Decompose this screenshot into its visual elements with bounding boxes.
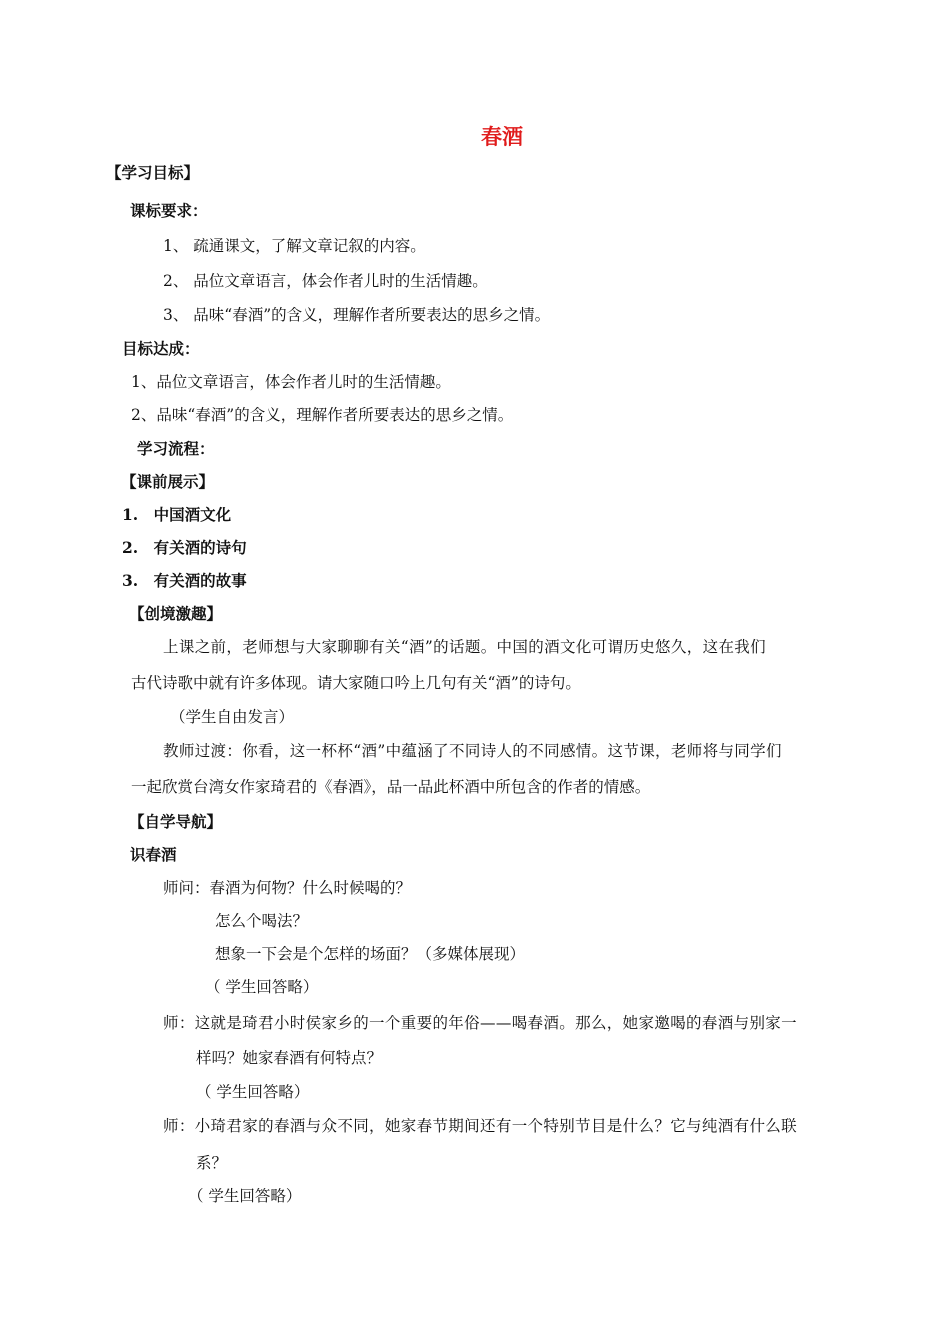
intro-paragraph-line: 一起欣赏台湾女作家琦君的《春酒》，品一品此杯酒中所包含的作者的情感。 xyxy=(131,778,651,796)
self-study-header: 【自学导航】 xyxy=(129,812,223,831)
intro-header: 【创境激趣】 xyxy=(129,604,223,623)
curriculum-item: 1、 疏通课文，了解文章记叙的内容。 xyxy=(163,237,426,255)
question-line: 师：这就是琦君小时侯家乡的一个重要的年俗——喝春酒。那么，她家邀喝的春酒与别家一 xyxy=(163,1014,798,1032)
question-line: 想象一下会是个怎样的场面？（多媒体展现） xyxy=(215,945,526,963)
question-line: 系？ xyxy=(196,1154,228,1172)
intro-paragraph-line: 教师过渡：你看，这一杯杯“酒”中蕴涵了不同诗人的不同感情。这节课，老师将与同学们 xyxy=(163,742,782,760)
achieve-item: 1、品位文章语言，体会作者儿时的生活情趣。 xyxy=(131,373,451,391)
preview-item: 1. 中国酒文化 xyxy=(122,505,232,524)
question-line: 样吗？她家春酒有何特点？ xyxy=(196,1049,383,1067)
achieve-item: 2、品味“春酒”的含义，理解作者所要表达的思乡之情。 xyxy=(131,406,514,424)
student-answer-note: （ 学生回答略） xyxy=(205,978,319,996)
intro-note: （学生自由发言） xyxy=(170,708,295,726)
intro-paragraph-line: 古代诗歌中就有许多体现。请大家随口吟上几句有关“酒”的诗句。 xyxy=(131,674,581,692)
goals-header: 【学习目标】 xyxy=(106,163,200,182)
process-header: 学习流程： xyxy=(137,439,215,458)
curriculum-item: 3、 品味“春酒”的含义，理解作者所要表达的思乡之情。 xyxy=(163,306,551,324)
know-header: 识春酒 xyxy=(130,845,177,864)
question-line: 师：小琦君家的春酒与众不同，她家春节期间还有一个特别节目是什么？它与纯酒有什么联 xyxy=(163,1117,798,1135)
question-line: 怎么个喝法？ xyxy=(215,912,309,930)
question-line: 师问：春酒为何物？什么时候喝的？ xyxy=(163,879,412,897)
curriculum-header: 课标要求： xyxy=(130,201,208,220)
intro-paragraph-line: 上课之前，老师想与大家聊聊有关“酒”的话题。中国的酒文化可谓历史悠久，这在我们 xyxy=(163,638,767,656)
preview-header: 【课前展示】 xyxy=(121,472,215,491)
student-answer-note: （ 学生回答略） xyxy=(188,1187,302,1205)
preview-item: 3. 有关酒的故事 xyxy=(122,571,247,590)
curriculum-item: 2、 品位文章语言，体会作者儿时的生活情趣。 xyxy=(163,272,488,290)
document-title: 春酒 xyxy=(481,124,523,149)
achieve-header: 目标达成： xyxy=(122,339,200,358)
preview-item: 2. 有关酒的诗句 xyxy=(122,538,247,557)
student-answer-note: （ 学生回答略） xyxy=(196,1083,310,1101)
